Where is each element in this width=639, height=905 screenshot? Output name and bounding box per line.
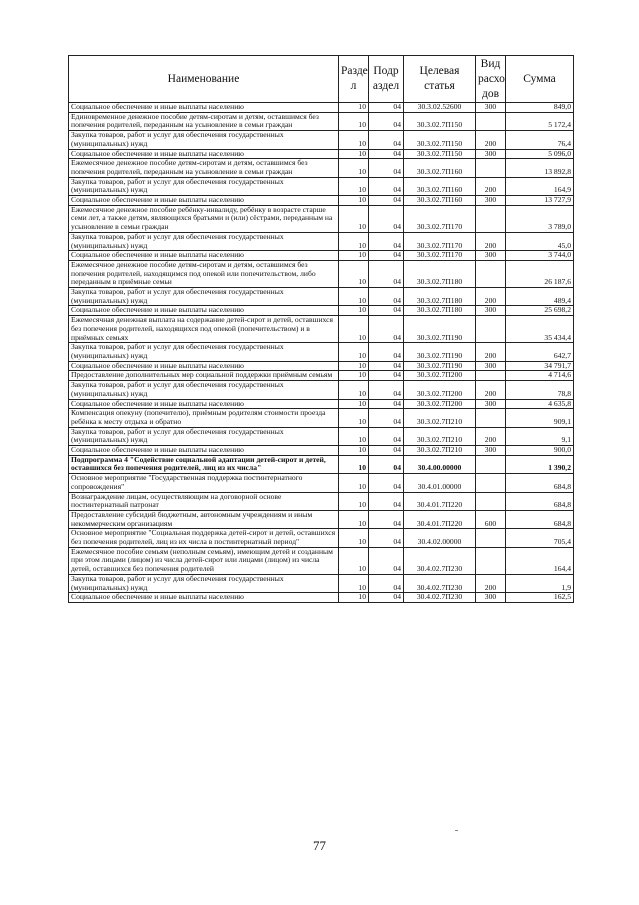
- cell-target-article: 30.4.02.7П230: [404, 574, 476, 592]
- cell-target-article: 30.4.01.00000: [404, 474, 476, 492]
- cell-subsection: 04: [369, 492, 404, 510]
- scan-mark: [455, 830, 458, 831]
- cell-section: 10: [339, 159, 369, 177]
- cell-expense-kind: 200: [476, 232, 506, 250]
- cell-section: 10: [339, 251, 369, 261]
- cell-sum: 909,1: [506, 409, 574, 427]
- cell-target-article: 30.3.02.7П190: [404, 361, 476, 371]
- table-row: [69, 196, 574, 206]
- cell-expense-kind: 300: [476, 593, 506, 603]
- cell-name: Закупка товаров, работ и услуг для обеспечения государственных (муниципальных) нужд: [69, 131, 339, 149]
- cell-sum: 684,8: [506, 510, 574, 528]
- cell-expense-kind: 300: [476, 103, 506, 113]
- cell-sum: 45,0: [506, 232, 574, 250]
- cell-sum: 3 789,0: [506, 205, 574, 232]
- cell-target-article: 30.3.02.7П210: [404, 409, 476, 427]
- cell-target-article: 30.3.02.7П170: [404, 205, 476, 232]
- cell-expense-kind: [476, 316, 506, 343]
- cell-section: 10: [339, 316, 369, 343]
- cell-target-article: 30.3.02.52600: [404, 103, 476, 113]
- cell-sum: 164,4: [506, 547, 574, 574]
- cell-target-article: 30.3.02.7П190: [404, 316, 476, 343]
- cell-subsection: 04: [369, 574, 404, 592]
- cell-expense-kind: [476, 159, 506, 177]
- cell-sum: 1,9: [506, 574, 574, 592]
- header-subsection: Подр аздел: [369, 56, 404, 103]
- header-name: Наименование: [69, 56, 339, 103]
- cell-sum: 1 390,2: [506, 455, 574, 473]
- cell-expense-kind: [476, 529, 506, 547]
- cell-name: Закупка товаров, работ и услуг для обеспечения государственных (муниципальных) нужд: [69, 427, 339, 445]
- cell-section: 10: [339, 510, 369, 528]
- cell-expense-kind: [476, 371, 506, 381]
- cell-target-article: 30.4.02.7П230: [404, 593, 476, 603]
- cell-sum: 900,0: [506, 446, 574, 456]
- cell-subsection: 04: [369, 399, 404, 409]
- cell-name: Ежемесячное денежное пособие детям-сиротам и детям, оставшимся без попечения родителей, переданным на усыновление в семьи граждан: [69, 159, 339, 177]
- cell-section: 10: [339, 196, 369, 206]
- cell-section: 10: [339, 593, 369, 603]
- cell-name: Компенсация опекуну (попечителю), приёмным родителям стоимости проезда ребёнка к месту отдыха и обратно: [69, 409, 339, 427]
- cell-subsection: 04: [369, 251, 404, 261]
- cell-subsection: 04: [369, 474, 404, 492]
- cell-expense-kind: 200: [476, 288, 506, 306]
- cell-section: 10: [339, 306, 369, 316]
- cell-name: Закупка товаров, работ и услуг для обеспечения государственных (муниципальных) нужд: [69, 232, 339, 250]
- cell-sum: 9,1: [506, 427, 574, 445]
- cell-section: 10: [339, 103, 369, 113]
- cell-section: 10: [339, 427, 369, 445]
- cell-sum: 164,9: [506, 177, 574, 195]
- cell-sum: 35 434,4: [506, 316, 574, 343]
- cell-expense-kind: 200: [476, 574, 506, 592]
- cell-name: Социальное обеспечение и иные выплаты населению: [69, 306, 339, 316]
- cell-sum: 4 714,6: [506, 371, 574, 381]
- cell-name: Ежемесячная денежная выплата на содержание детей-сирот и детей, оставшихся без попечения родителей, находящихся под опекой (попечительством) и в приёмных семьях: [69, 316, 339, 343]
- cell-target-article: 30.3.02.7П200: [404, 399, 476, 409]
- table-header-row: [69, 56, 574, 103]
- table-row: [69, 409, 574, 427]
- budget-table: [68, 55, 574, 603]
- cell-expense-kind: [476, 112, 506, 130]
- cell-subsection: 04: [369, 306, 404, 316]
- cell-expense-kind: [476, 474, 506, 492]
- cell-sum: 26 187,6: [506, 260, 574, 287]
- cell-subsection: 04: [369, 409, 404, 427]
- table-row: [69, 574, 574, 592]
- table-row: [69, 103, 574, 113]
- cell-name: Предоставление дополнительных мер социальной поддержки приёмным семьям: [69, 371, 339, 381]
- cell-section: 10: [339, 446, 369, 456]
- cell-expense-kind: [476, 260, 506, 287]
- table-row: [69, 288, 574, 306]
- table-row: [69, 381, 574, 399]
- cell-name: Закупка товаров, работ и услуг для обеспечения государственных (муниципальных) нужд: [69, 343, 339, 361]
- cell-target-article: 30.3.02.7П180: [404, 306, 476, 316]
- cell-expense-kind: 300: [476, 149, 506, 159]
- cell-sum: 162,5: [506, 593, 574, 603]
- cell-sum: 13 892,8: [506, 159, 574, 177]
- table-row: [69, 177, 574, 195]
- table-row: [69, 547, 574, 574]
- cell-subsection: 04: [369, 529, 404, 547]
- cell-section: 10: [339, 455, 369, 473]
- page-number: 77: [313, 838, 326, 853]
- header-section: Разде л: [339, 56, 369, 103]
- cell-expense-kind: 300: [476, 399, 506, 409]
- cell-target-article: 30.3.02.7П150: [404, 131, 476, 149]
- cell-target-article: 30.3.02.7П170: [404, 251, 476, 261]
- cell-name: Подпрограмма 4 "Содействие социальной адаптации детей-сирот и детей, оставшихся без попечения родителей, лиц из их числа": [69, 455, 339, 473]
- cell-expense-kind: 300: [476, 446, 506, 456]
- table-row: [69, 427, 574, 445]
- cell-section: 10: [339, 547, 369, 574]
- cell-section: 10: [339, 492, 369, 510]
- table-row: [69, 316, 574, 343]
- table-row: [69, 260, 574, 287]
- cell-sum: 76,4: [506, 131, 574, 149]
- cell-subsection: 04: [369, 112, 404, 130]
- cell-sum: 78,8: [506, 381, 574, 399]
- cell-section: 10: [339, 529, 369, 547]
- table-row: [69, 593, 574, 603]
- cell-sum: 34 791,7: [506, 361, 574, 371]
- cell-subsection: 04: [369, 232, 404, 250]
- cell-expense-kind: [476, 547, 506, 574]
- cell-subsection: 04: [369, 510, 404, 528]
- table-row: [69, 492, 574, 510]
- cell-expense-kind: 600: [476, 510, 506, 528]
- cell-section: 10: [339, 381, 369, 399]
- table-row: [69, 529, 574, 547]
- cell-name: Закупка товаров, работ и услуг для обеспечения государственных (муниципальных) нужд: [69, 288, 339, 306]
- cell-target-article: 30.3.02.7П180: [404, 260, 476, 287]
- cell-target-article: 30.3.02.7П200: [404, 371, 476, 381]
- cell-name: Закупка товаров, работ и услуг для обеспечения государственных (муниципальных) нужд: [69, 574, 339, 592]
- cell-subsection: 04: [369, 288, 404, 306]
- cell-target-article: 30.3.02.7П170: [404, 232, 476, 250]
- cell-section: 10: [339, 361, 369, 371]
- cell-subsection: 04: [369, 547, 404, 574]
- cell-subsection: 04: [369, 316, 404, 343]
- header-sum: Сумма: [506, 56, 574, 103]
- cell-section: 10: [339, 574, 369, 592]
- cell-subsection: 04: [369, 343, 404, 361]
- table-row: [69, 205, 574, 232]
- cell-section: 10: [339, 112, 369, 130]
- table-row: [69, 455, 574, 473]
- cell-sum: 684,8: [506, 492, 574, 510]
- cell-subsection: 04: [369, 371, 404, 381]
- cell-expense-kind: 300: [476, 196, 506, 206]
- cell-expense-kind: 200: [476, 381, 506, 399]
- cell-name: Закупка товаров, работ и услуг для обеспечения государственных (муниципальных) нужд: [69, 177, 339, 195]
- table-row: [69, 159, 574, 177]
- cell-name: Единовременное денежное пособие детям-сиротам и детям, оставшимся без попечения родителей, переданным на усыновление в семьи граждан: [69, 112, 339, 130]
- cell-sum: 5 172,4: [506, 112, 574, 130]
- cell-target-article: 30.4.02.7П230: [404, 547, 476, 574]
- cell-target-article: 30.3.02.7П180: [404, 288, 476, 306]
- cell-subsection: 04: [369, 159, 404, 177]
- cell-name: Предоставление субсидий бюджетным, автономным учреждениям и иным некоммерческим организациям: [69, 510, 339, 528]
- cell-expense-kind: 300: [476, 361, 506, 371]
- cell-section: 10: [339, 288, 369, 306]
- cell-expense-kind: 300: [476, 251, 506, 261]
- cell-expense-kind: [476, 409, 506, 427]
- header-target-article: Целевая статья: [404, 56, 476, 103]
- table-row: [69, 446, 574, 456]
- cell-expense-kind: [476, 455, 506, 473]
- cell-section: 10: [339, 260, 369, 287]
- cell-section: 10: [339, 371, 369, 381]
- cell-name: Социальное обеспечение и иные выплаты населению: [69, 446, 339, 456]
- cell-section: 10: [339, 343, 369, 361]
- cell-subsection: 04: [369, 205, 404, 232]
- cell-sum: 849,0: [506, 103, 574, 113]
- header-expense-kind: Вид расхо дов: [476, 56, 506, 103]
- cell-subsection: 04: [369, 593, 404, 603]
- table-row: [69, 131, 574, 149]
- table-row: [69, 112, 574, 130]
- cell-name: Социальное обеспечение и иные выплаты населению: [69, 399, 339, 409]
- cell-subsection: 04: [369, 149, 404, 159]
- cell-name: Социальное обеспечение и иные выплаты населению: [69, 251, 339, 261]
- cell-target-article: 30.4.01.7П220: [404, 492, 476, 510]
- cell-subsection: 04: [369, 446, 404, 456]
- cell-name: Основное мероприятие "Государственная поддержка постинтернатного сопровождения": [69, 474, 339, 492]
- cell-sum: 642,7: [506, 343, 574, 361]
- cell-subsection: 04: [369, 196, 404, 206]
- cell-expense-kind: 300: [476, 306, 506, 316]
- cell-target-article: 30.3.02.7П190: [404, 343, 476, 361]
- cell-target-article: 30.4.00.00000: [404, 455, 476, 473]
- cell-target-article: 30.3.02.7П150: [404, 149, 476, 159]
- cell-name: Ежемесячное денежное пособие ребёнку-инвалиду, ребёнку в возрасте старше семи лет, а также детям, являющихся братьями и (или) сёстрами, переданным на усыновление в семьи граждан: [69, 205, 339, 232]
- cell-name: Ежемесячное пособие семьям (неполным семьям), имеющим детей и созданным при этом лицами (лицом) из числа детей-сирот или лицами (лицом) из числа детей, оставшихся без попечения родителей: [69, 547, 339, 574]
- table-row: [69, 251, 574, 261]
- cell-sum: 13 727,9: [506, 196, 574, 206]
- cell-subsection: 04: [369, 427, 404, 445]
- cell-target-article: 30.3.02.7П160: [404, 196, 476, 206]
- cell-target-article: 30.3.02.7П210: [404, 446, 476, 456]
- cell-target-article: 30.3.02.7П150: [404, 112, 476, 130]
- table-row: [69, 232, 574, 250]
- cell-section: 10: [339, 205, 369, 232]
- cell-name: Социальное обеспечение и иные выплаты населению: [69, 361, 339, 371]
- cell-name: Социальное обеспечение и иные выплаты населению: [69, 196, 339, 206]
- cell-sum: 5 096,0: [506, 149, 574, 159]
- cell-sum: 684,8: [506, 474, 574, 492]
- cell-expense-kind: [476, 205, 506, 232]
- cell-target-article: 30.4.02.00000: [404, 529, 476, 547]
- cell-expense-kind: [476, 492, 506, 510]
- cell-expense-kind: 200: [476, 427, 506, 445]
- cell-section: 10: [339, 474, 369, 492]
- cell-sum: 4 635,8: [506, 399, 574, 409]
- cell-section: 10: [339, 232, 369, 250]
- cell-name: Основное мероприятие "Социальная поддержка детей-сирот и детей, оставшихся без попечения родителей, лиц из их числа в постинтернатный период": [69, 529, 339, 547]
- cell-name: Вознаграждение лицам, осуществляющим на договорной основе постинтернатный патронат: [69, 492, 339, 510]
- cell-section: 10: [339, 149, 369, 159]
- cell-section: 10: [339, 409, 369, 427]
- table-row: [69, 474, 574, 492]
- table-body: [69, 103, 574, 603]
- cell-section: 10: [339, 399, 369, 409]
- cell-subsection: 04: [369, 131, 404, 149]
- cell-expense-kind: 200: [476, 177, 506, 195]
- cell-subsection: 04: [369, 381, 404, 399]
- cell-expense-kind: 200: [476, 131, 506, 149]
- cell-expense-kind: 200: [476, 343, 506, 361]
- cell-target-article: 30.3.02.7П210: [404, 427, 476, 445]
- cell-sum: 25 698,2: [506, 306, 574, 316]
- table-row: [69, 510, 574, 528]
- cell-subsection: 04: [369, 103, 404, 113]
- cell-name: Закупка товаров, работ и услуг для обеспечения государственных (муниципальных) нужд: [69, 381, 339, 399]
- cell-target-article: 30.3.02.7П160: [404, 159, 476, 177]
- cell-target-article: 30.4.01.7П220: [404, 510, 476, 528]
- cell-target-article: 30.3.02.7П200: [404, 381, 476, 399]
- cell-sum: 705,4: [506, 529, 574, 547]
- cell-subsection: 04: [369, 455, 404, 473]
- cell-sum: 489,4: [506, 288, 574, 306]
- cell-section: 10: [339, 131, 369, 149]
- cell-section: 10: [339, 177, 369, 195]
- cell-name: Социальное обеспечение и иные выплаты населению: [69, 593, 339, 603]
- cell-subsection: 04: [369, 177, 404, 195]
- cell-name: Ежемесячное денежное пособие детям-сиротам и детям, оставшимся без попечения родителей, находящимся под опекой или попечительством, либо переданным в приёмные семьи: [69, 260, 339, 287]
- cell-target-article: 30.3.02.7П160: [404, 177, 476, 195]
- cell-subsection: 04: [369, 361, 404, 371]
- table-row: [69, 343, 574, 361]
- cell-subsection: 04: [369, 260, 404, 287]
- cell-name: Социальное обеспечение и иные выплаты населению: [69, 103, 339, 113]
- cell-sum: 3 744,0: [506, 251, 574, 261]
- cell-name: Социальное обеспечение и иные выплаты населению: [69, 149, 339, 159]
